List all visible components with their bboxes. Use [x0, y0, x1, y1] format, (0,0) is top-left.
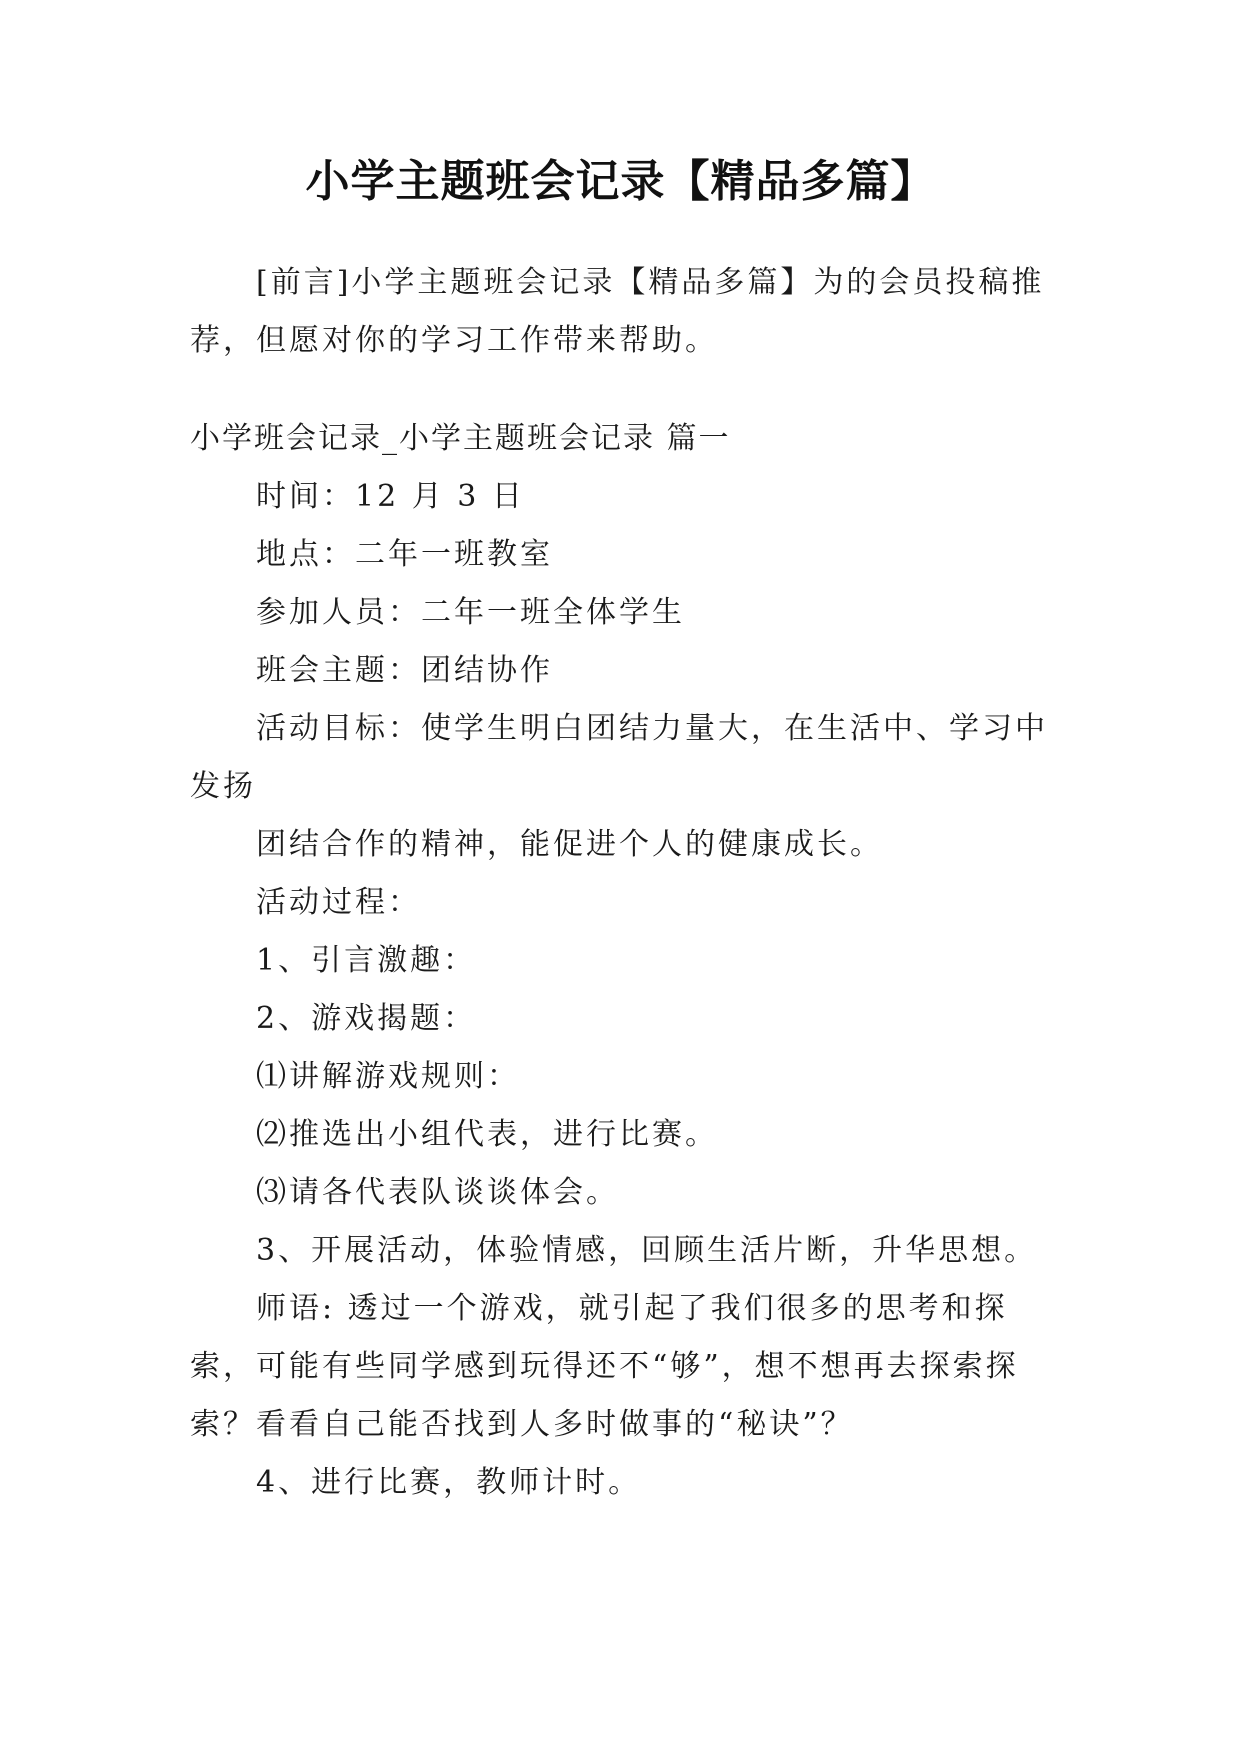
- paragraph-goal-continued: 团结合作的精神，能促进个人的健康成长。: [256, 827, 883, 862]
- paragraph-location: 地点：二年一班教室: [256, 537, 553, 572]
- paragraph-substep-2: ⑵推选出小组代表，进行比赛。: [256, 1117, 718, 1152]
- paragraph-substep-3: ⑶请各代表队谈谈体会。: [256, 1175, 619, 1210]
- paragraph-participants: 参加人员：二年一班全体学生: [256, 595, 685, 630]
- paragraph-substep-1: ⑴讲解游戏规则：: [256, 1059, 520, 1094]
- paragraph-step-3: 3、开展活动，体验情感，回顾生活片断，升华思想。: [256, 1233, 1038, 1268]
- preface-block: [190, 254, 1052, 370]
- paragraph-step-2: 2、游戏揭题：: [256, 1001, 477, 1036]
- section-heading: 小学班会记录_小学主题班会记录 篇一: [190, 421, 731, 456]
- paragraph-theme: 班会主题：团结协作: [256, 653, 553, 688]
- paragraph-step-4: 4、进行比赛，教师计时。: [256, 1465, 642, 1500]
- paragraph-goal: 活动目标：使学生明白团结力量大，在生活中、学习中发扬: [190, 711, 1048, 804]
- paragraph-teacher-words: 师语: 透过一个游戏，就引起了我们很多的思考和探索，可能有些同学感到玩得还不“够”，想不想再去探索探索？看看自己能否找到人多时做事的“秘诀”？: [190, 1291, 1019, 1442]
- document-title: 小学主题班会记录【精品多篇】: [305, 156, 936, 207]
- section-body: [190, 410, 1052, 1512]
- paragraph-process-heading: 活动过程：: [256, 885, 421, 920]
- paragraph-time: 时间：12 月 3 日: [256, 479, 525, 514]
- paragraph-step-1: 1、引言激趣：: [256, 943, 477, 978]
- preface-paragraph: [前言]小学主题班会记录【精品多篇】为的会员投稿推荐，但愿对你的学习工作带来帮助。: [190, 265, 1045, 358]
